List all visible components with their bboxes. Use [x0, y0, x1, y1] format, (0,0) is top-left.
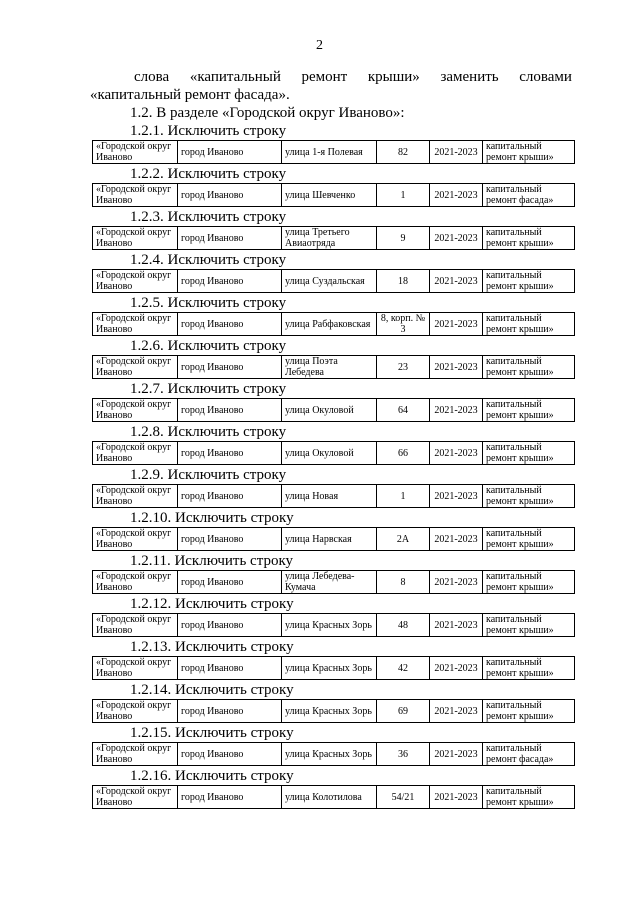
district-cell: «Городской округ Иваново	[93, 442, 178, 465]
house-cell: 82	[377, 141, 430, 164]
district-cell: «Городской округ Иваново	[93, 270, 178, 293]
street-cell: улица Окуловой	[282, 399, 377, 422]
excluded-row-table	[92, 355, 575, 379]
house-cell: 54/21	[377, 786, 430, 809]
house-cell: 64	[377, 399, 430, 422]
page-number: 2	[316, 38, 323, 53]
item-heading: 1.2.16. Исключить строку	[130, 768, 294, 784]
exclusion-item	[0, 294, 639, 337]
street-cell: улица 1-я Полевая	[282, 141, 377, 164]
street-cell: улица Новая	[282, 485, 377, 508]
table-row	[93, 184, 575, 207]
table-row	[93, 313, 575, 336]
exclusion-item	[0, 208, 639, 251]
exclusion-item	[0, 165, 639, 208]
city-cell: город Иваново	[178, 571, 282, 594]
item-heading: 1.2.12. Исключить строку	[130, 596, 294, 612]
item-heading: 1.2.6. Исключить строку	[130, 338, 287, 354]
street-cell: улица Красных Зорь	[282, 700, 377, 723]
city-cell: город Иваново	[178, 141, 282, 164]
work-type-cell: капитальный ремонт крыши»	[483, 528, 575, 551]
house-cell: 8, корп. № 3	[377, 313, 430, 336]
district-cell: «Городской округ Иваново	[93, 528, 178, 551]
street-cell: улица Суздальская	[282, 270, 377, 293]
years-cell: 2021-2023	[430, 227, 483, 250]
district-cell: «Городской округ Иваново	[93, 313, 178, 336]
work-type-cell: капитальный ремонт крыши»	[483, 700, 575, 723]
table-row	[93, 786, 575, 809]
table-row	[93, 227, 575, 250]
work-type-cell: капитальный ремонт крыши»	[483, 227, 575, 250]
exclusion-list	[0, 122, 639, 810]
street-cell: улица Красных Зорь	[282, 614, 377, 637]
work-type-cell: капитальный ремонт крыши»	[483, 399, 575, 422]
years-cell: 2021-2023	[430, 571, 483, 594]
house-cell: 18	[377, 270, 430, 293]
district-cell: «Городской округ Иваново	[93, 614, 178, 637]
district-cell: «Городской округ Иваново	[93, 700, 178, 723]
work-type-cell: капитальный ремонт крыши»	[483, 313, 575, 336]
city-cell: город Иваново	[178, 657, 282, 680]
district-cell: «Городской округ Иваново	[93, 657, 178, 680]
years-cell: 2021-2023	[430, 657, 483, 680]
district-cell: «Городской округ Иваново	[93, 485, 178, 508]
years-cell: 2021-2023	[430, 485, 483, 508]
table-row	[93, 399, 575, 422]
excluded-row-table	[92, 656, 575, 680]
district-cell: «Городской округ Иваново	[93, 571, 178, 594]
years-cell: 2021-2023	[430, 442, 483, 465]
city-cell: город Иваново	[178, 184, 282, 207]
intro-word: заменить	[440, 69, 499, 85]
excluded-row-table	[92, 441, 575, 465]
exclusion-item	[0, 122, 639, 165]
exclusion-item	[0, 380, 639, 423]
intro-word: ремонт	[301, 69, 348, 85]
street-cell: улица Красных Зорь	[282, 657, 377, 680]
street-cell: улица Нарвская	[282, 528, 377, 551]
street-cell: улица Окуловой	[282, 442, 377, 465]
street-cell: улица Колотилова	[282, 786, 377, 809]
excluded-row-table	[92, 269, 575, 293]
city-cell: город Иваново	[178, 270, 282, 293]
intro-word: словами	[519, 69, 572, 85]
item-heading: 1.2.3. Исключить строку	[130, 209, 287, 225]
intro-line-2: «капитальный ремонт фасада».	[90, 87, 290, 103]
years-cell: 2021-2023	[430, 270, 483, 293]
work-type-cell: капитальный ремонт крыши»	[483, 786, 575, 809]
excluded-row-table	[92, 484, 575, 508]
city-cell: город Иваново	[178, 485, 282, 508]
item-heading: 1.2.15. Исключить строку	[130, 725, 294, 741]
work-type-cell: капитальный ремонт фасада»	[483, 743, 575, 766]
house-cell: 1	[377, 485, 430, 508]
street-cell: улица Поэта Лебедева	[282, 356, 377, 379]
exclusion-item	[0, 552, 639, 595]
exclusion-item	[0, 767, 639, 810]
exclusion-item	[0, 423, 639, 466]
work-type-cell: капитальный ремонт крыши»	[483, 614, 575, 637]
house-cell: 1	[377, 184, 430, 207]
district-cell: «Городской округ Иваново	[93, 399, 178, 422]
excluded-row-table	[92, 613, 575, 637]
city-cell: город Иваново	[178, 313, 282, 336]
exclusion-item	[0, 466, 639, 509]
city-cell: город Иваново	[178, 743, 282, 766]
excluded-row-table	[92, 742, 575, 766]
years-cell: 2021-2023	[430, 184, 483, 207]
exclusion-item	[0, 724, 639, 767]
house-cell: 69	[377, 700, 430, 723]
item-heading: 1.2.9. Исключить строку	[130, 467, 287, 483]
street-cell: улица Лебедева-Кумача	[282, 571, 377, 594]
district-cell: «Городской округ Иваново	[93, 184, 178, 207]
city-cell: город Иваново	[178, 700, 282, 723]
district-cell: «Городской округ Иваново	[93, 786, 178, 809]
work-type-cell: капитальный ремонт крыши»	[483, 485, 575, 508]
city-cell: город Иваново	[178, 614, 282, 637]
work-type-cell: капитальный ремонт крыши»	[483, 141, 575, 164]
house-cell: 23	[377, 356, 430, 379]
exclusion-item	[0, 337, 639, 380]
table-row	[93, 442, 575, 465]
work-type-cell: капитальный ремонт крыши»	[483, 356, 575, 379]
district-cell: «Городской округ Иваново	[93, 227, 178, 250]
intro-word: крыши»	[367, 69, 420, 85]
house-cell: 36	[377, 743, 430, 766]
excluded-row-table	[92, 527, 575, 551]
exclusion-item	[0, 509, 639, 552]
excluded-row-table	[92, 226, 575, 250]
years-cell: 2021-2023	[430, 700, 483, 723]
years-cell: 2021-2023	[430, 356, 483, 379]
house-cell: 42	[377, 657, 430, 680]
intro-line-1	[90, 68, 572, 86]
city-cell: город Иваново	[178, 356, 282, 379]
excluded-row-table	[92, 183, 575, 207]
item-heading: 1.2.14. Исключить строку	[130, 682, 294, 698]
house-cell: 8	[377, 571, 430, 594]
work-type-cell: капитальный ремонт крыши»	[483, 442, 575, 465]
city-cell: город Иваново	[178, 227, 282, 250]
excluded-row-table	[92, 312, 575, 336]
item-heading: 1.2.7. Исключить строку	[130, 381, 287, 397]
district-cell: «Городской округ Иваново	[93, 356, 178, 379]
exclusion-item	[0, 595, 639, 638]
house-cell: 9	[377, 227, 430, 250]
table-row	[93, 743, 575, 766]
excluded-row-table	[92, 140, 575, 164]
street-cell: улица Шевченко	[282, 184, 377, 207]
city-cell: город Иваново	[178, 442, 282, 465]
excluded-row-table	[92, 699, 575, 723]
section-heading: 1.2. В разделе «Городской округ Иваново»:	[130, 105, 405, 121]
years-cell: 2021-2023	[430, 786, 483, 809]
street-cell: улица Красных Зорь	[282, 743, 377, 766]
table-row	[93, 356, 575, 379]
item-heading: 1.2.13. Исключить строку	[130, 639, 294, 655]
excluded-row-table	[92, 570, 575, 594]
street-cell: улица Рабфаковская	[282, 313, 377, 336]
city-cell: город Иваново	[178, 528, 282, 551]
house-cell: 2А	[377, 528, 430, 551]
exclusion-item	[0, 251, 639, 294]
item-heading: 1.2.2. Исключить строку	[130, 166, 287, 182]
work-type-cell: капитальный ремонт фасада»	[483, 184, 575, 207]
district-cell: «Городской округ Иваново	[93, 743, 178, 766]
excluded-row-table	[92, 785, 575, 809]
item-heading: 1.2.10. Исключить строку	[130, 510, 294, 526]
intro-word: слова	[134, 69, 170, 85]
table-row	[93, 657, 575, 680]
years-cell: 2021-2023	[430, 399, 483, 422]
years-cell: 2021-2023	[430, 743, 483, 766]
work-type-cell: капитальный ремонт крыши»	[483, 657, 575, 680]
street-cell: улица Третьего Авиаотряда	[282, 227, 377, 250]
table-row	[93, 485, 575, 508]
table-row	[93, 614, 575, 637]
table-row	[93, 571, 575, 594]
table-row	[93, 141, 575, 164]
years-cell: 2021-2023	[430, 528, 483, 551]
table-row	[93, 700, 575, 723]
city-cell: город Иваново	[178, 786, 282, 809]
intro-word: «капитальный	[189, 69, 281, 85]
table-row	[93, 528, 575, 551]
years-cell: 2021-2023	[430, 141, 483, 164]
house-cell: 66	[377, 442, 430, 465]
years-cell: 2021-2023	[430, 614, 483, 637]
table-row	[93, 270, 575, 293]
item-heading: 1.2.1. Исключить строку	[130, 123, 287, 139]
work-type-cell: капитальный ремонт крыши»	[483, 270, 575, 293]
exclusion-item	[0, 681, 639, 724]
city-cell: город Иваново	[178, 399, 282, 422]
item-heading: 1.2.5. Исключить строку	[130, 295, 287, 311]
work-type-cell: капитальный ремонт крыши»	[483, 571, 575, 594]
item-heading: 1.2.11. Исключить строку	[130, 553, 294, 569]
item-heading: 1.2.4. Исключить строку	[130, 252, 287, 268]
district-cell: «Городской округ Иваново	[93, 141, 178, 164]
house-cell: 48	[377, 614, 430, 637]
exclusion-item	[0, 638, 639, 681]
excluded-row-table	[92, 398, 575, 422]
years-cell: 2021-2023	[430, 313, 483, 336]
item-heading: 1.2.8. Исключить строку	[130, 424, 287, 440]
